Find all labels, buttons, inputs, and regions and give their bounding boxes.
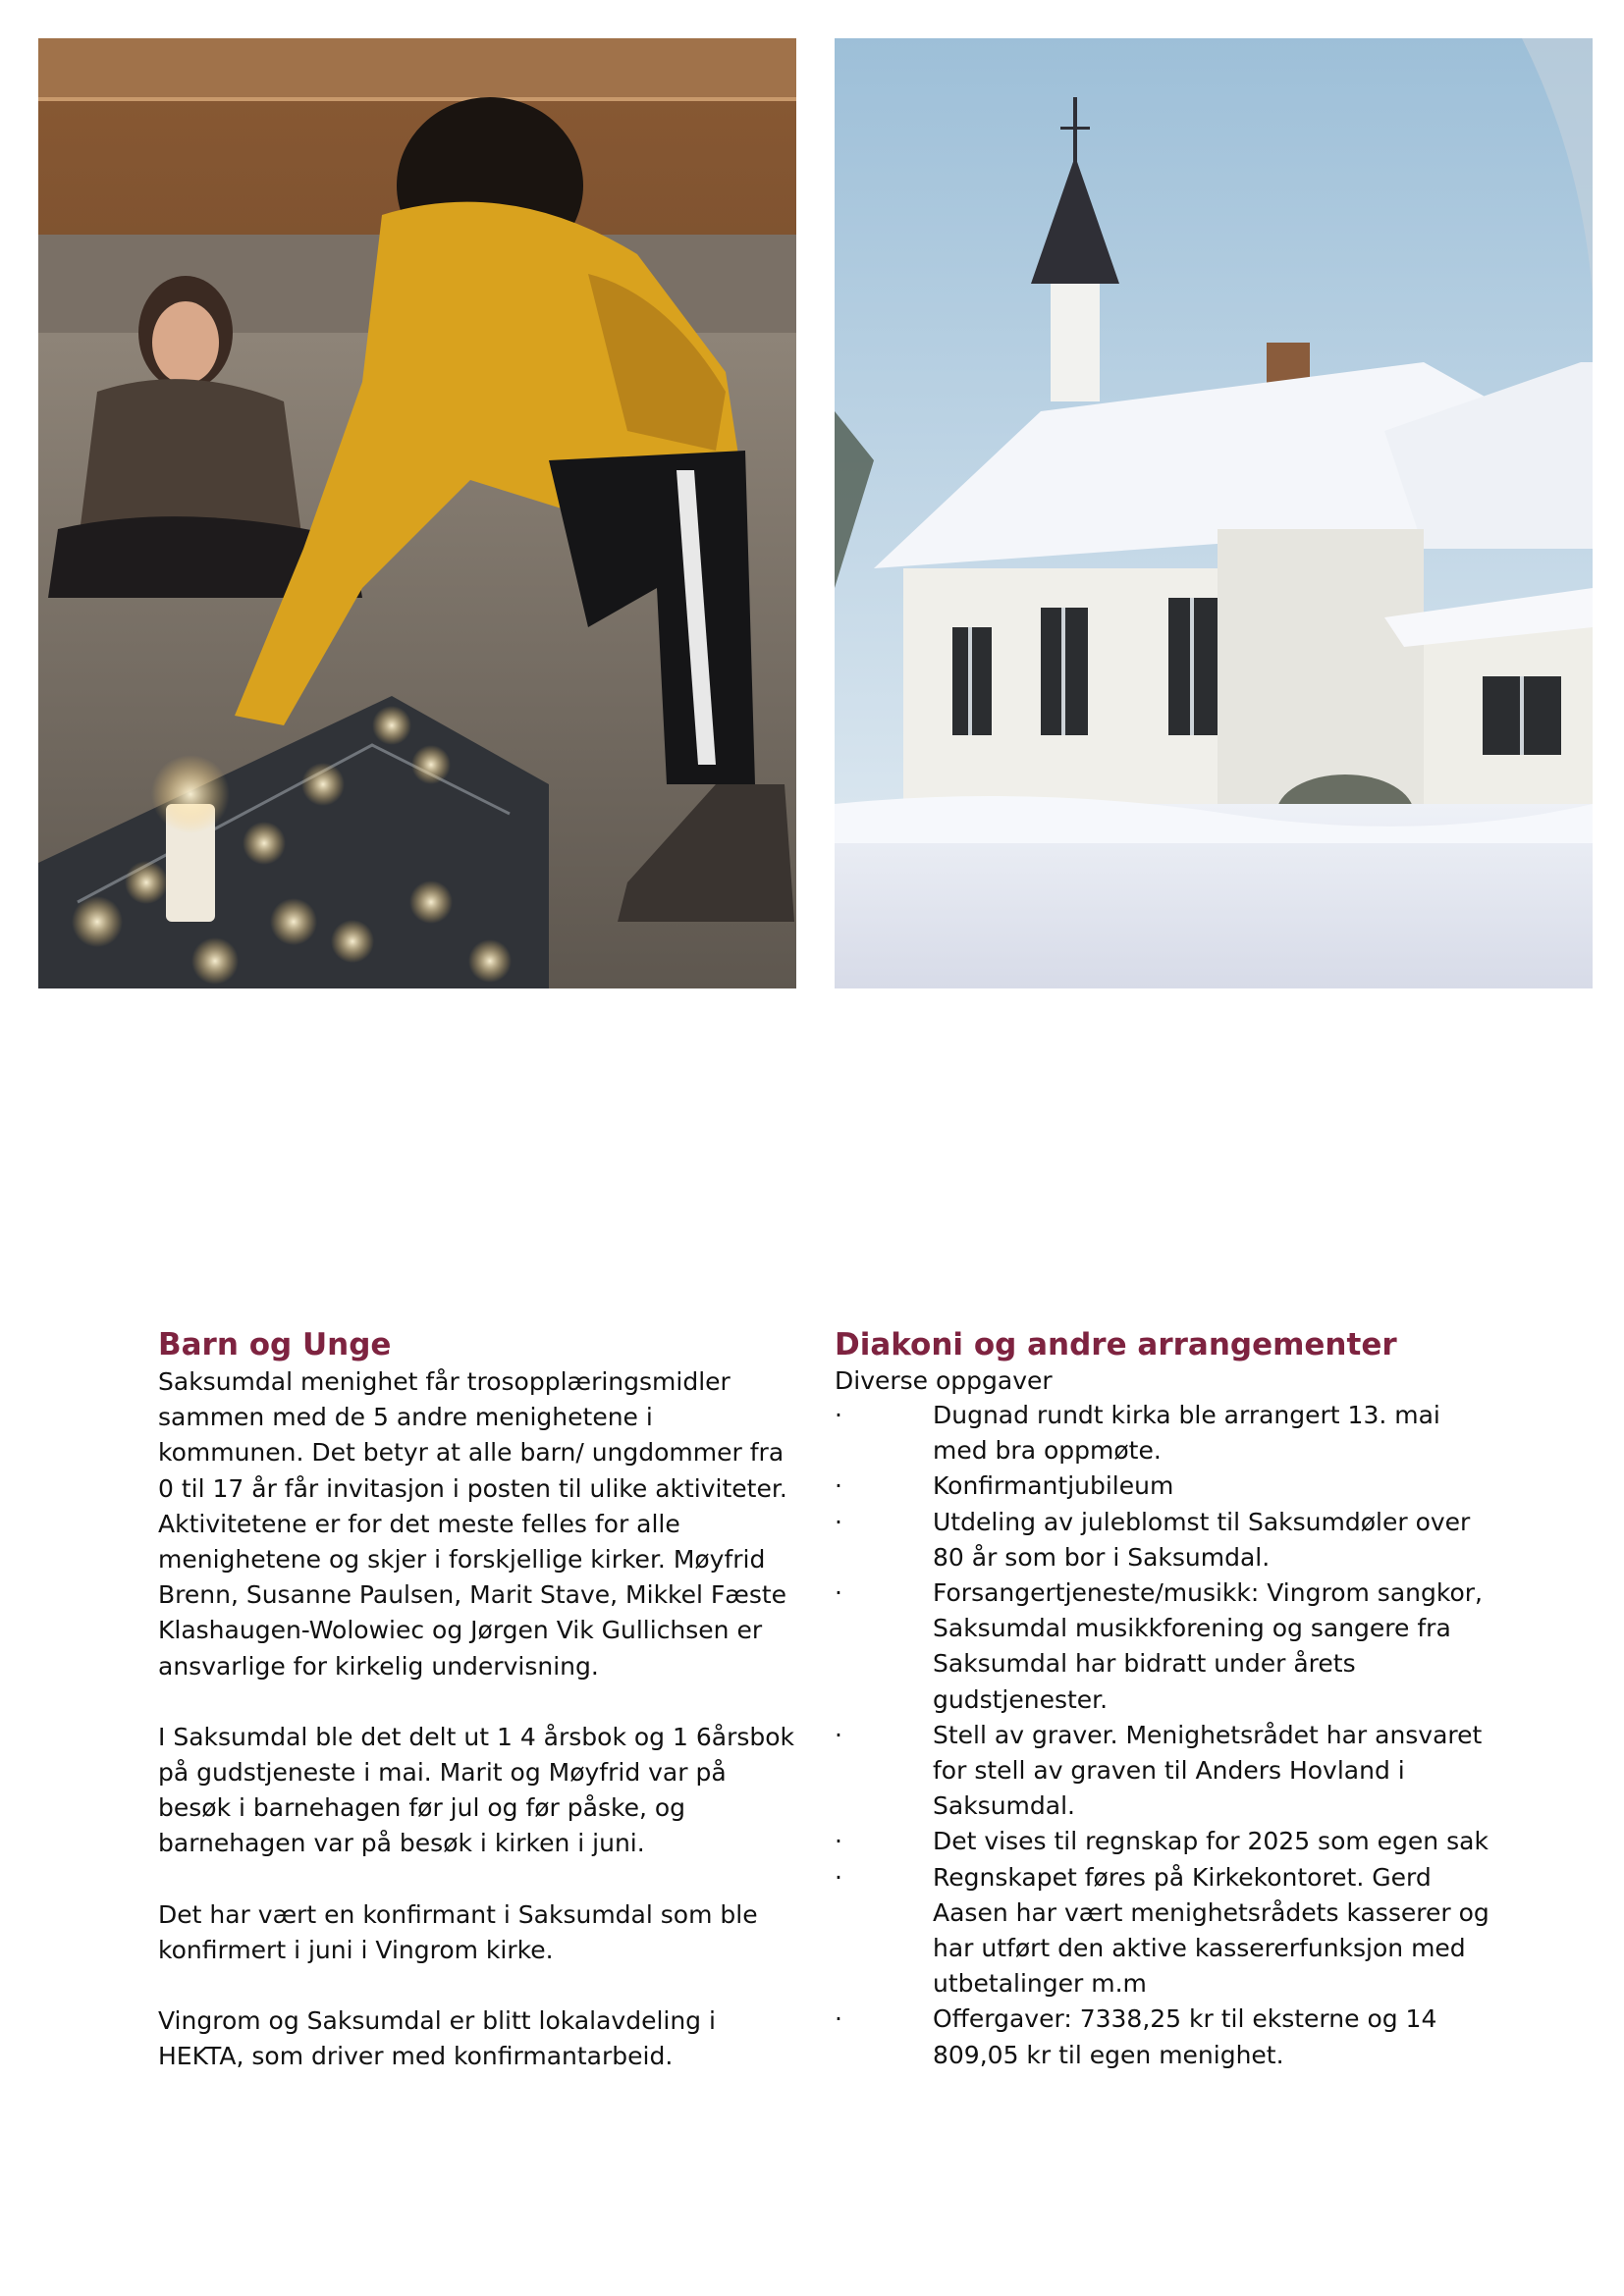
list-item	[835, 1505, 1502, 1575]
list-item-text: Konfirmantjubileum	[933, 1471, 1174, 1501]
bullet-dot: ·	[835, 1720, 842, 1749]
list-item-text: Det vises til regnskap for 2025 som egen sak	[933, 1827, 1489, 1856]
bullet-dot: ·	[835, 1578, 842, 1608]
list-item-text: Offergaver: 7338,25 kr til eksterne og 14 809,05 kr til egen menighet.	[933, 2004, 1437, 2069]
list-item-text: Stell av graver. Menighetsrådet har ansvaret for stell av graven til Anders Hovland i Saksumdal.	[933, 1720, 1483, 1821]
bullet-dot: ·	[835, 1862, 842, 1892]
candle-lighting-illustration	[38, 38, 796, 988]
church-illustration	[835, 38, 1593, 988]
paragraph-konfirmant: Det har vært en konfirmant i Saksumdal som ble konfirmert i juni i Vingrom kirke.	[158, 1899, 758, 1964]
section-heading-barn-og-unge: Barn og Unge	[158, 1327, 392, 1362]
list-item	[835, 1824, 1502, 1859]
list-item	[835, 1468, 1502, 1504]
list-item	[835, 1860, 1502, 2002]
bullet-dot: ·	[835, 1471, 842, 1501]
church-in-snow-photo	[835, 38, 1593, 988]
section-heading-diakoni: Diakoni og andre arrangementer	[835, 1327, 1397, 1362]
list-item	[835, 1398, 1502, 1468]
candle-lighting-photo	[38, 38, 796, 988]
subheading-diverse-oppgaver: Diverse oppgaver	[835, 1366, 1053, 1395]
bullet-dot: ·	[835, 1827, 842, 1856]
bullet-dot: ·	[835, 1507, 842, 1536]
list-item-text: Regnskapet føres på Kirkekontoret. Gerd Aasen har vært menighetsrådets kasserer og har utført den aktive kassererfunksjon med utbetalinger m.m	[933, 1862, 1489, 1999]
list-item-text: Utdeling av juleblomst til Saksumdøler over 80 år som bor i Saksumdal.	[933, 1507, 1471, 1572]
paragraph-arsbok: I Saksumdal ble det delt ut 1 4 årsbok og 1 6årsbok på gudstjeneste i mai. Marit og Møyfrid var på besøk i barnehagen før jul og før påske, og barnehagen var på besøk i kirken i juni.	[158, 1722, 795, 1858]
paragraph-hekta: Vingrom og Saksumdal er blitt lokalavdeling i HEKTA, som driver med konfirmantarbeid.	[158, 2006, 716, 2071]
list-item-text: Forsangertjeneste/musikk: Vingrom sangkor, Saksumdal musikkforening og sangere fra Saksumdal har bidratt under årets gudstjenester.	[933, 1578, 1483, 1714]
barn-og-unge-section	[158, 1325, 806, 2074]
list-item	[835, 2002, 1502, 2072]
bullet-dot: ·	[835, 2004, 842, 2034]
diakoni-section	[835, 1325, 1502, 2073]
list-item	[835, 1718, 1502, 1825]
list-item-text: Dugnad rundt kirka ble arrangert 13. mai med bra oppmøte.	[933, 1401, 1440, 1466]
paragraph-trosopplaering: Saksumdal menighet får trosopplæringsmidler sammen med de 5 andre menighetene i kommunen. Det betyr at alle barn/ ungdommer fra 0 til 17 år får invitasjon i posten til ulike aktiviteter. Aktivitetene er for det meste felles for alle menighetene og skjer i forskjellige kirker. Møyfrid Brenn, Susanne Paulsen, Marit Stave, Mikkel Fæste Klashaugen-Wolowiec og Jørgen Vik Gullichsen er ansvarlige for kirkelig undervisning.	[158, 1367, 787, 1681]
list-item	[835, 1575, 1502, 1718]
bullet-dot: ·	[835, 1401, 842, 1429]
